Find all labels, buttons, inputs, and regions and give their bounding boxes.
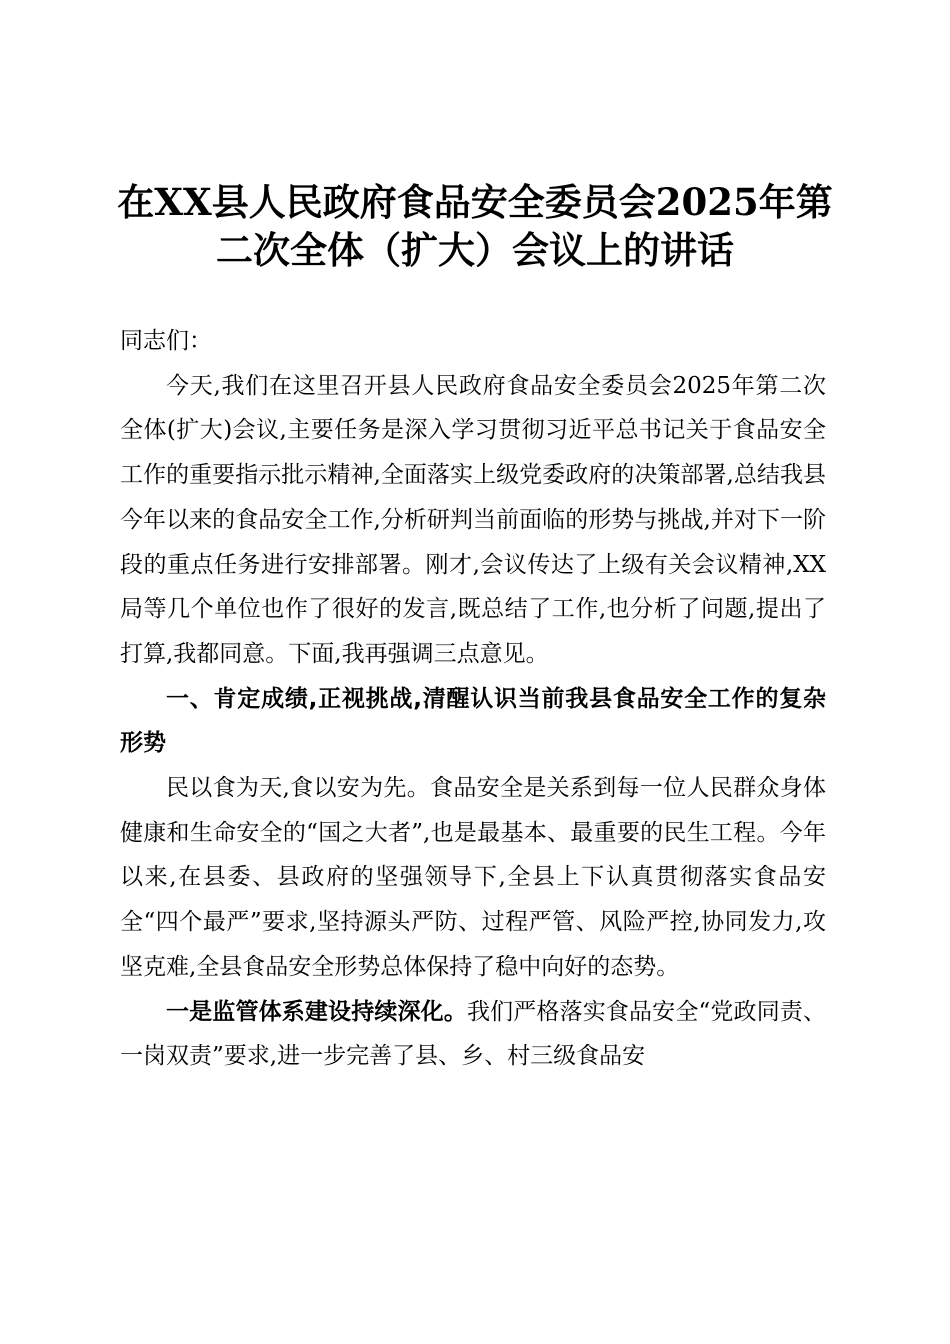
salutation: 同志们：	[120, 328, 212, 354]
section-heading-1: 一、肯定成绩,正视挑战,清醒认识当前我县食品安全工作的复杂形势	[120, 685, 826, 757]
paragraph-opening: 今天,我们在这里召开县人民政府食品安全委员会2025年第二次全体(扩大)会议,主要任务是深入学习贯彻习近平总书记关于食品安全工作的重要指示批示精神,全面落实上级党委政府的决策部署,总结我县今年以来的食品安全工作,分析研判当前面临的形势与挑战,并对下一阶段的重点任务进行安排部署。刚才,会议传达了上级有关会议精神,XX局等几个单位也作了很好的发言,既总结了工作,也分析了问题,提出了打算,我都同意。下面,我再强调三点意见。	[120, 372, 826, 667]
title-line-2: 二次全体（扩大）会议上的讲话	[216, 228, 734, 272]
paragraph-situation: 民以食为天,食以安为先。食品安全是关系到每一位人民群众身体健康和生命安全的“国之大者”,也是最基本、最重要的民生工程。今年以来,在县委、县政府的坚强领导下,全县上下认真贯彻落实食品安全“四个最严”要求,坚持源头严防、过程严管、风险严控,协同发力,攻坚克难,全县食品安全形势总体保持了稳中向好的态势。	[120, 775, 826, 980]
document-title	[100, 178, 850, 274]
title-line-1: 在XX县人民政府食品安全委员会2025年第	[117, 180, 833, 224]
paragraph-supervision	[120, 990, 826, 1079]
paragraph-body-text: 我们严格落实食品安全“党政同责、一岗双责”要求,进一步完善了县、乡、村三级食品安	[120, 998, 826, 1070]
document-body	[120, 319, 826, 1079]
paragraph-lead-text: 一是监管体系建设持续深化。	[166, 997, 467, 1025]
